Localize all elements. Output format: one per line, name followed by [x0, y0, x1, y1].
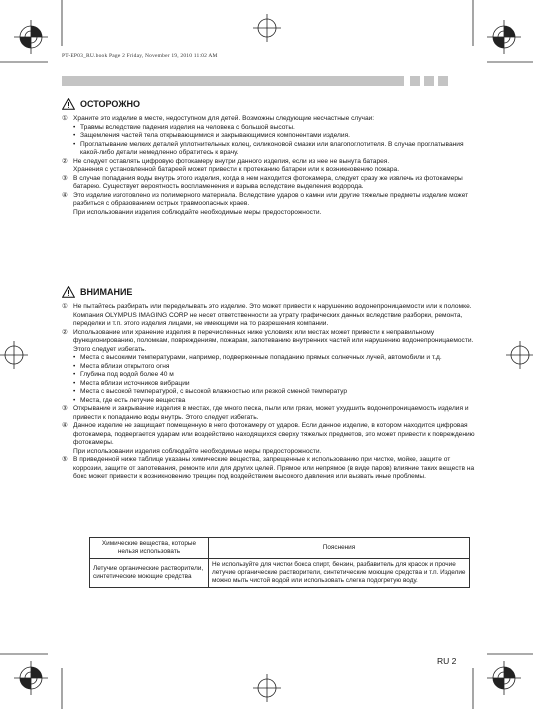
- item-text: В случае попадания воды внутрь этого изделия, когда в нем находится фотокамера, следует сразу же извлечь из фотокамеры батарею. Существует вероятность воспламенения и взрыва вследствие выделения водорода.: [73, 174, 463, 190]
- attention-bullet: • Места, где есть летучие вещества: [62, 397, 477, 406]
- attention-item: [62, 456, 477, 482]
- attention-bullet: • Глубина под водой более 40 м: [62, 371, 477, 380]
- item-number: ④: [62, 422, 68, 429]
- caution-bullet: • Защемления частей тела открывающимися и закрывающимися компонентами изделия.: [62, 132, 477, 141]
- table-header: Пояснения: [209, 538, 470, 559]
- item-text: Использование или хранение изделия в перечисленных ниже условиях или местах может привести к неправильному функционированию, поломкам, повреждениям, пожарам, запотеванию внутренних частей или нарушению водонепроницаемости. Этого следует избегать.: [73, 328, 474, 353]
- item-text: Это изделие изготовлено из полимерного материала. Вследствие ударов о камни или другие тяжелые предметы изделие может разбиться с образованием острых травмоопасных краев.: [73, 191, 469, 207]
- item-number: ①: [62, 115, 68, 122]
- item-number: ②: [62, 328, 68, 336]
- item-number: ⑤: [62, 456, 68, 463]
- caution-section: [62, 98, 477, 217]
- table-header-row: [90, 538, 470, 559]
- attention-heading: [62, 286, 477, 298]
- item-text: При использовании изделия соблюдайте необходимые меры предосторожности.: [73, 447, 322, 455]
- item-text: Храните это изделие в месте, недоступном для детей. Возможны следующие несчастные случаи:: [73, 115, 375, 122]
- item-number: ①: [62, 303, 68, 310]
- warning-triangle-icon: [62, 98, 75, 110]
- attention-item: [62, 405, 477, 422]
- caution-heading: [62, 98, 477, 110]
- attention-bullet: • Места с высокими температурами, например, подверженные попаданию прямых солнечных лучей, автомобили и т.д.: [62, 354, 477, 363]
- caution-bullet: • Проглатывание мелких деталей уплотнительных колец, силиконовой смазки или влагопоглотителя. В случае проглатывания какой-либо детали немедленно обратитесь к врачу.: [62, 141, 477, 158]
- caution-item: [62, 175, 477, 192]
- table-row: [90, 559, 470, 588]
- caution-item: [62, 115, 477, 124]
- attention-item: [62, 303, 477, 329]
- item-text: Открывание и закрывание изделия в местах, где много песка, пыли или грязи, может ухудшить водонепроницаемость изделия и привести к попаданию воды внутрь. Этого следует избегать.: [73, 405, 469, 421]
- attention-item: [62, 422, 477, 448]
- item-number: ④: [62, 191, 68, 199]
- caution-title: ОСТОРОЖНО: [80, 98, 140, 109]
- item-number: ③: [62, 174, 68, 182]
- item-text: При использовании изделия соблюдайте необходимые меры предосторожности.: [73, 208, 322, 216]
- caution-item: [62, 158, 477, 167]
- page-number: RU 2: [437, 656, 457, 666]
- item-text: Не следует оставлять цифровую фотокамеру внутри данного изделия, если из нее не вынута батарея.: [73, 157, 390, 165]
- caution-item: [62, 192, 477, 209]
- item-number: ③: [62, 405, 68, 412]
- attention-bullet: • Места с высокой температурой, с высокой влажностью или резкой сменой температур: [62, 388, 477, 397]
- item-text: Не пытайтесь разбирать или переделывать это изделие. Это может привести к нарушению водонепроницаемости или к поломке. Компания OLYMPUS IMAGING CORP не несет ответственности за утрату графических данных вследствие разборки, ремонта, переделки и т.п. этого изделия лицами, не имеющими на то разрешения компании.: [73, 303, 472, 327]
- item-text: Хранения с установленной батареей может привести к протеканию батареи или к возникновению пожара.: [73, 166, 400, 173]
- warning-triangle-icon: [62, 286, 75, 298]
- item-number: ②: [62, 157, 68, 165]
- table-header: Химические вещества, которые нельзя использовать: [90, 538, 209, 559]
- table-cell: Не используйте для чистки бокса спирт, бензин, разбавитель для красок и прочие летучие органические растворители, синтетические моющие средства и т.п. Изделие можно мыть чистой водой или использовать слегка подогретую воду.: [209, 559, 470, 588]
- band-square: [410, 76, 420, 86]
- attention-title: ВНИМАНИЕ: [80, 286, 133, 297]
- attention-section: [62, 286, 477, 482]
- print-header-line: PT-EP03_RU.book Page 2 Friday, November 19, 2010 11:02 AM: [62, 53, 218, 59]
- caution-bullet: • Травмы вследствие падения изделия на человека с большой высоты.: [62, 124, 477, 133]
- item-text: В приведенной ниже таблице указаны химические вещества, запрещенные к использованию при чистке, мойке, защите от коррозии, защите от запотевания, ремонте или для других целей. Прямое или непрямое (в виде паров) влияние таких веществ на бокс может привести к возникновению трещин под воздействием высокого давления или вызвать иные проблемы.: [73, 456, 475, 480]
- band-square: [438, 76, 448, 86]
- attention-bullet: • Места вблизи открытого огня: [62, 363, 477, 372]
- chemicals-table: [89, 537, 470, 588]
- band-square: [424, 76, 434, 86]
- attention-bullet: • Места вблизи источников вибрации: [62, 380, 477, 389]
- top-band: [62, 76, 404, 86]
- item-text: Данное изделие не защищает помещенную в него фотокамеру от ударов. Если данное изделие, в котором находится цифровая фотокамера, подвергается ударам или воздействию находящихся сверху тяжелых предметов, это может привести к повреждению фотокамеры.: [73, 422, 475, 446]
- table-cell: Летучие органические растворители, синтетические моющие средства: [90, 559, 209, 588]
- attention-item: [62, 329, 477, 355]
